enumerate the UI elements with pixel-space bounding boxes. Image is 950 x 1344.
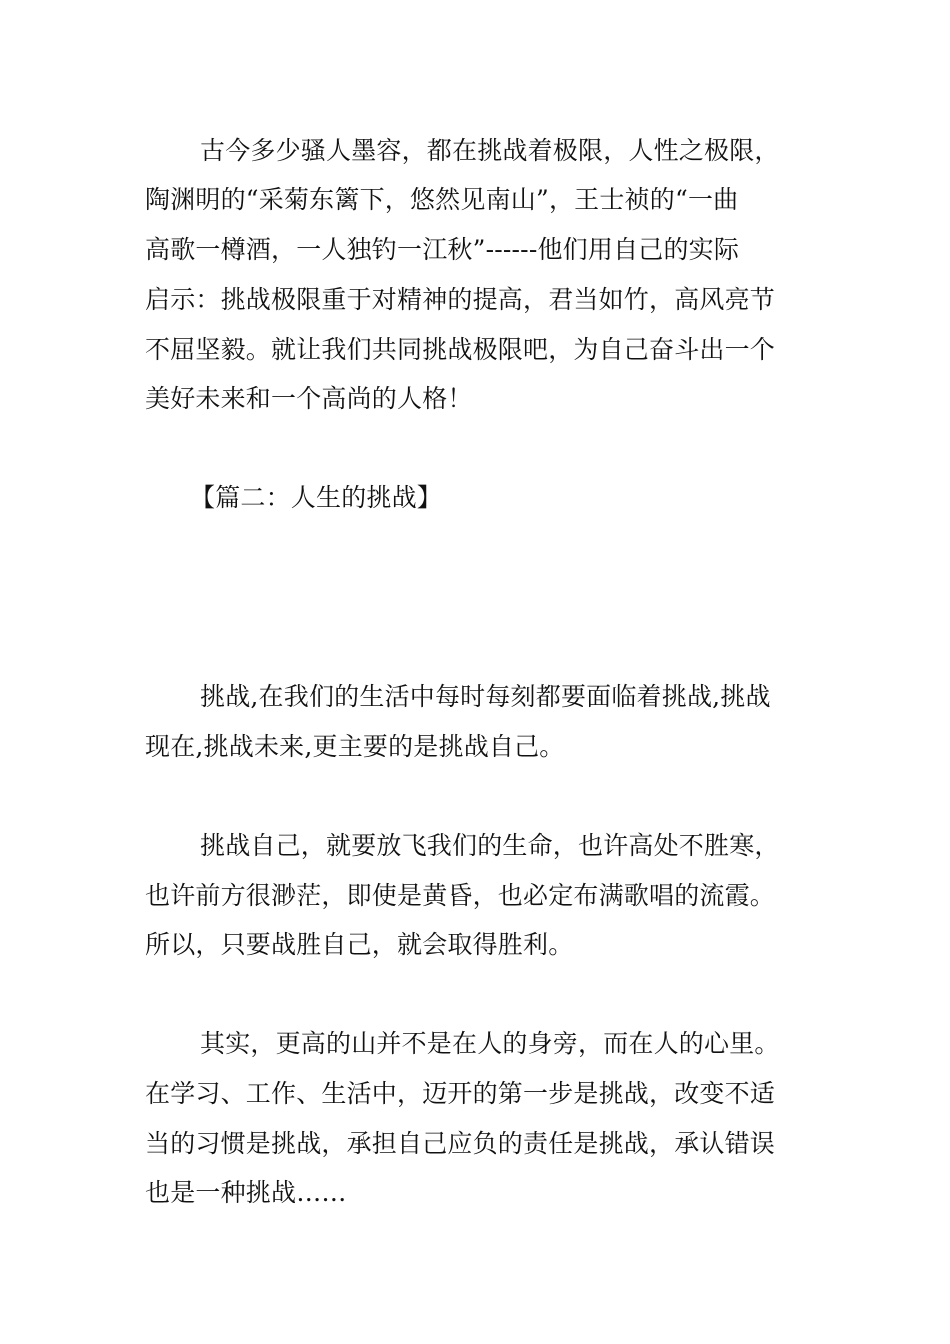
- paragraph-1-line-1: 古今多少骚人墨容，都在挑战着极限，人性之极限，: [200, 136, 780, 165]
- paragraph-3-line-3: 所以，只要战胜自己，就会取得胜利。: [145, 930, 574, 959]
- paragraph-1-line-6: 美好未来和一个高尚的人格！: [145, 384, 473, 413]
- section-heading: 【篇二：人生的挑战】: [190, 483, 443, 512]
- paragraph-1-line-3: 高歌一樽酒，一人独钓一江秋”------他们用自己的实际: [145, 235, 740, 264]
- paragraph-4-line-4: 也是一种挑战……: [145, 1178, 347, 1207]
- paragraph-4-line-2: 在学习、工作、生活中，迈开的第一步是挑战，改变不适: [145, 1079, 776, 1108]
- paragraph-1-line-2: 陶渊明的“采菊东篱下，悠然见南山”，王士祯的“一曲: [145, 185, 739, 214]
- paragraph-2-line-1: 挑战,在我们的生活中每时每刻都要面临着挑战,挑战: [200, 682, 771, 711]
- paragraph-3-line-2: 也许前方很渺茫，即使是黄昏，也必定布满歌唱的流霞。: [145, 881, 776, 910]
- paragraph-4-line-3: 当的习惯是挑战，承担自己应负的责任是挑战，承认错误: [145, 1129, 776, 1158]
- paragraph-3-line-1: 挑战自己，就要放飞我们的生命，也许高处不胜寒，: [200, 831, 780, 860]
- paragraph-1-line-4: 启示：挑战极限重于对精神的提高，君当如竹，高风亮节: [145, 285, 776, 314]
- paragraph-2-line-2: 现在,挑战未来,更主要的是挑战自己。: [145, 732, 565, 761]
- paragraph-1-line-5: 不屈坚毅。就让我们共同挑战极限吧，为自己奋斗出一个: [145, 335, 776, 364]
- paragraph-4-line-1: 其实，更高的山并不是在人的身旁，而在人的心里。: [200, 1029, 780, 1058]
